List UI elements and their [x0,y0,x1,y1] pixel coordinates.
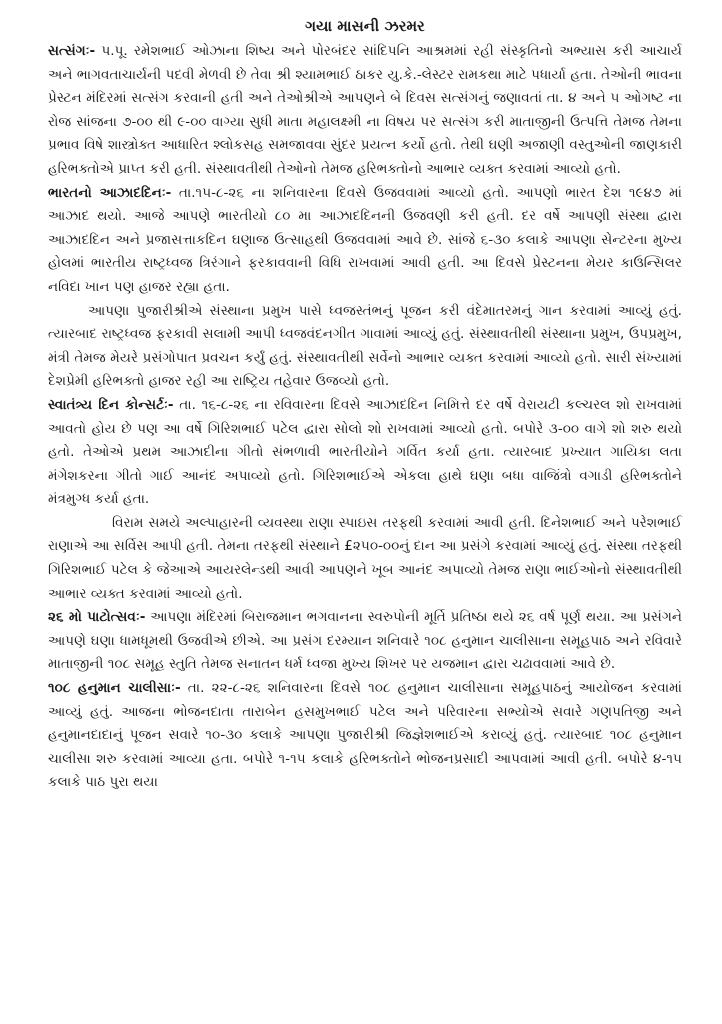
section-text-refreshments: વિરામ સમયે અલ્પાહારની વ્યવસ્થા રાણા સ્પાઇસ તરફથી કરવામાં આવી હતી. દિનેશભાઈ અને પરેશભાઈ રાણાએ આ સર્વિસ આપી હતી. તેમના તરફથી સંસ્થાને £૨૫૦-૦૦નું દાન આ પ્રસંગે કરવામાં આવ્યું હતું. સંસ્થા તરફથી ગિરિશભાઈ પટેલ કે જેઆએ આયરલેન્ડથી આવી આપણને ખૂબ આનંદ અપાવ્યો તેમજ રાણા ભાઈઓનો સંસ્થાવતીથી આભાર વ્યક્ત કરવામાં આવ્યો હતો. [48,514,682,602]
section-text-independence-day: તા.૧૫-૮-૨૬ ના શનિવારના દિવસે ઉજવવામાં આવ્યો હતો. આપણો ભારત દેશ ૧૯૪૭ માં આઝાદ થયો. આજે આપણે ભારતીયો ૮૦ મા આઝાદદિનની ઉજવણી કરી હતી. દર વર્ષે આપણી સંસ્થા દ્વારા આઝાદદિન અને પ્રજાસત્તાકદિન ઘણાજ ઉત્સાહથી ઉજવવામાં આવે છે. સાંજે ૬-૩૦ કલાકે આપણા સેન્ટરના મુખ્ય હોલમાં ભારતીય રાષ્ટ્રધ્વજ ત્રિરંગાને ફરકાવવાની વિધિ રાખવામાં આવી હતી. આ દિવસે પ્રેસ્ટનના મેયર કાઉન્સિલર નવિદા ખાન પણ હાજર રહ્યા હતા. [48,184,682,295]
section-text-flag-ceremony: આપણા પુજારીશ્રીએ સંસ્થાના પ્રમુખ પાસે ધ્વજસ્તંભનું પૂજન કરી વંદેમાતરમનું ગાન કરવામાં આવ્યું હતું. ત્યારબાદ રાષ્ટ્રધ્વજ ફરકાવી સલામી આપી ધ્વજવંદનગીત ગાવામાં આવ્યું હતું. સંસ્થાવતીથી સંસ્થાના પ્રમુખ, ઉપપ્રમુખ, મંત્રી તેમજ મેયરે પ્રસંગોપાત પ્રવચન કર્યું હતું. સંસ્થાવતીથી સર્વેનો આભાર વ્યક્ત કરવામાં આવ્યો હતો. સારી સંખ્યામાં દેશપ્રેમી હરિભક્તો હાજર રહી આ રાષ્ટ્રિય તહેવાર ઉજવ્યો હતો. [48,302,682,390]
paragraph-flag-ceremony [48,300,682,394]
paragraph-freedom-concert [48,394,682,512]
paragraph-patotsav [48,606,682,677]
section-heading-hanuman-chalisa: ૧૦૮ હનુમાન ચાલીસાઃ- [48,680,181,697]
paragraph-independence-day [48,182,682,300]
paragraph-satsang [48,40,682,182]
section-text-hanuman-chalisa: તા. ૨૨-૮-૨૬ શનિવારના દિવસે ૧૦૮ હનુમાન ચાલીસાના સમૂહપાઠનું આયોજન કરવામાં આવ્યું હતું. આજના ભોજનદાતા તારાબેન હસમુખભાઈ પટેલ અને પરિવારના સભ્યોએ સવારે ગણપતિજી અને હનુમાનદાદાનું પૂજન સવારે ૧૦-૩૦ કલાકે આપણા પુજારીશ્રી જિજ્ઞેશભાઈએ કરાવ્યું હતું. ત્યારબાદ ૧૦૮ હનુમાન ચાલીસા શરુ કરવામાં આવ્યા હતા. બપોરે ૧-૧૫ કલાકે હરિભક્તોને ભોજનપ્રસાદી આપવામાં આવી હતી. બપોરે ૪-૧૫ કલાકે પાઠ પુરા થયા [48,680,682,791]
section-text-freedom-concert: તા. ૧૬-૮-૨૬ ના રવિવારના દિવસે આઝાદદિન નિમિત્તે દર વર્ષે વેરાયટી કલ્ચરલ શો રાખવામાં આવતો હોય છે પણ આ વર્ષે ગિરિશભાઈ પટેલ દ્વારા સોલો શો રાખવામાં આવ્યો હતો. બપોરે ૩-૦૦ વાગે શો શરુ થયો હતો. તેઓએ પ્રથમ આઝાદીના ગીતો સંભળાવી ભારતીયોને ગર્વિત કર્યા હતા. ત્યારબાદ પ્રખ્યાત ગાયિકા લતા મંગેશકરના ગીતો ગાઈ આનંદ અપાવ્યો હતો. ગિરિશભાઈએ એકલા હાથે ઘણા બધા વાજિંત્રો વગાડી હરિભક્તોને મંત્રમુગ્ધ કર્યા હતા. [48,396,682,508]
section-heading-independence-day: ભારતનો આઝાદદિનઃ- [48,184,172,201]
paragraph-refreshments [48,512,682,606]
section-heading-satsang: સત્સંગઃ- [48,43,96,59]
section-text-patotsav: આપણા મંદિરમાં બિરાજમાન ભગવાનના સ્વરુપોની મૂર્તિ પ્રતિષ્ઠા થયે ૨૬ વર્ષ પૂર્ણ થયા. આ પ્રસંગને આપણે ઘણા ધામધૂમથી ઉજવીએ છીએ. આ પ્રસંગ દરમ્યાન શનિવારે ૧૦૮ હનુમાન ચાલીસાના સમૂહપાઠ અને રવિવારે માતાજીની ૧૦૮ સમૂહ સ્તુતિ તેમજ સનાતન ધર્મ ધ્વજા મુખ્ય શિખર પર યજમાન દ્વારા ચઢાવવામાં આવે છે. [48,609,682,673]
section-text-satsang: પ.પૂ. રમેશભાઈ ઓઝાના શિષ્ય અને પોરબંદર સાંદિપનિ આશ્રમમાં રહી સંસ્કૃતિનો અભ્યાસ કરી આચાર્ય અને ભાગવતાચાર્યની પદવી મેળવી છે તેવા શ્રી શ્યામભાઈ ઠાકર યુ.કે.-લેસ્ટર રામકથા માટે પધાર્યા હતા. તેઓની ભાવના પ્રેસ્ટન મંદિરમાં સત્સંગ કરવાની હતી અને તેઓશ્રીએ આપણને બે દિવસ સત્સંગનું જણાવતાં તા. ૪ અને ૫ ઓગષ્ટ ના રોજ સાંજના ૭-૦૦ થી ૯-૦૦ વાગ્યા સુધી માતા મહાલક્ષ્મી ના વિષય પર સત્સંગ કરી માતાજીની ઉત્પત્તિ તેમજ તેમના પ્રભાવ વિષે શાસ્ત્રોક્ત આધારિત શ્લોકસહ સમજાવવા સુંદર પ્રયત્ન કર્યો હતો. તેથી ઘણી અજાણી વસ્તુઓની જાણકારી હરિભક્તોએ પ્રાપ્ત કરી હતી. સંસ્થાવતીથી તેઓનો તેમજ હરિભક્તોનો આભાર વ્યક્ત કરવામાં આવ્યો હતો. [48,43,682,177]
section-heading-freedom-concert: સ્વાતંત્ર્ય દિન કોન્સર્ટઃ- [48,396,174,413]
paragraph-hanuman-chalisa [48,677,682,795]
section-heading-patotsav: ૨૬ મો પાટોત્સવઃ- [48,609,146,626]
page-title: ગયા માસની ઝરમર [305,17,425,35]
